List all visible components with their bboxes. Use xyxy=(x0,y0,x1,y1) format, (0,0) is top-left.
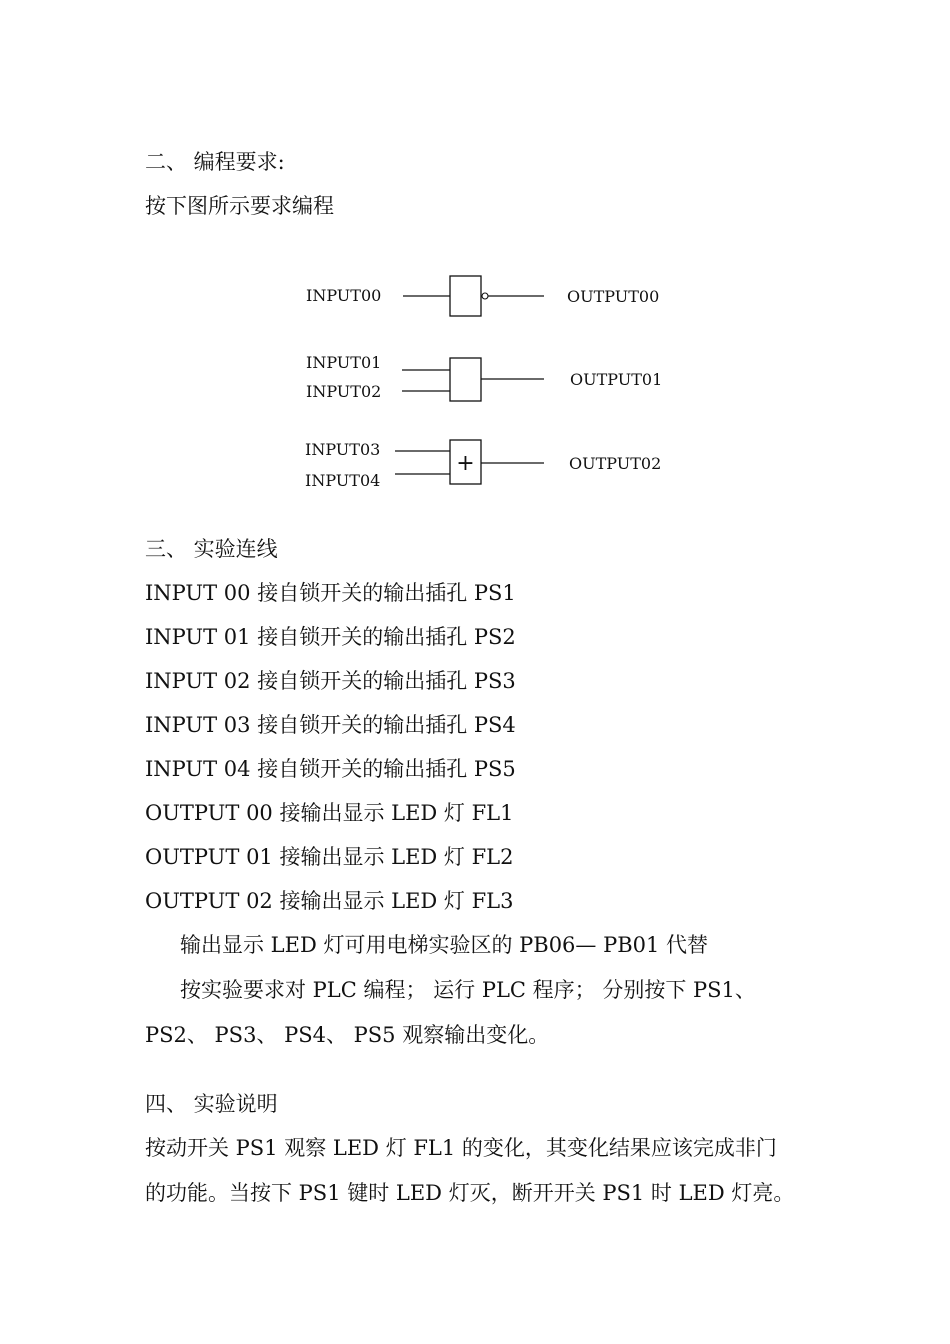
or-gate-plus-symbol: + xyxy=(456,451,475,476)
connection-line: INPUT 02 接自锁开关的输出插孔 PS3 xyxy=(145,669,516,693)
connection-line: INPUT 04 接自锁开关的输出插孔 PS5 xyxy=(145,757,516,781)
not-gate-output-label: OUTPUT00 xyxy=(567,287,660,306)
connection-line: OUTPUT 00 接输出显示 LED 灯 FL1 xyxy=(145,801,514,825)
not-gate-input-label: INPUT00 xyxy=(306,286,382,305)
not-gate-box xyxy=(450,276,481,316)
led-substitute-note: 输出显示 LED 灯可用电梯实验区的 PB06— PB01 代替 xyxy=(180,933,709,957)
or-gate-input1-label: INPUT03 xyxy=(305,440,381,459)
and-gate-box xyxy=(450,358,481,401)
section2-intro: 按下图所示要求编程 xyxy=(145,194,334,218)
and-gate-input1-label: INPUT01 xyxy=(306,353,382,372)
or-gate-input2-label: INPUT04 xyxy=(305,471,381,490)
connection-line: INPUT 03 接自锁开关的输出插孔 PS4 xyxy=(145,713,516,737)
connection-line: INPUT 00 接自锁开关的输出插孔 PS1 xyxy=(145,581,516,605)
connection-line: OUTPUT 01 接输出显示 LED 灯 FL2 xyxy=(145,845,514,869)
logic-gate-diagram xyxy=(290,262,670,502)
connection-line: OUTPUT 02 接输出显示 LED 灯 FL3 xyxy=(145,889,514,913)
section4-text-line1: 按动开关 PS1 观察 LED 灯 FL1 的变化，其变化结果应该完成非门 xyxy=(145,1136,777,1160)
or-gate-output-label: OUTPUT02 xyxy=(569,454,662,473)
not-gate-inversion-bubble xyxy=(482,293,488,299)
connection-line: INPUT 01 接自锁开关的输出插孔 PS2 xyxy=(145,625,516,649)
section4-text-line2: 的功能。当按下 PS1 键时 LED 灯灭，断开开关 PS1 时 LED 灯亮。 xyxy=(145,1181,795,1205)
section2-heading: 二、 编程要求: xyxy=(145,150,285,174)
and-gate-output-label: OUTPUT01 xyxy=(570,370,663,389)
section4-heading: 四、 实验说明 xyxy=(145,1092,278,1116)
procedure-note-line1: 按实验要求对 PLC 编程； 运行 PLC 程序； 分别按下 PS1、 xyxy=(180,978,756,1002)
and-gate-input2-label: INPUT02 xyxy=(306,382,382,401)
procedure-note-line2: PS2、 PS3、 PS4、 PS5 观察输出变化。 xyxy=(145,1023,550,1047)
section3-heading: 三、 实验连线 xyxy=(145,537,278,561)
